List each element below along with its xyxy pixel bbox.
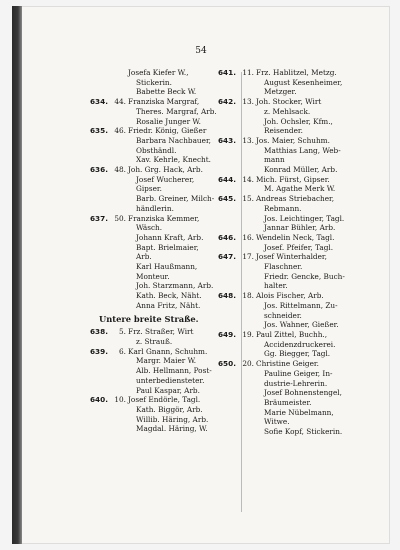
resident-line: Rebmann. bbox=[264, 203, 302, 213]
resident-line: Witwe. bbox=[264, 417, 290, 427]
directory-entry bbox=[212, 175, 388, 194]
house-number: 637. bbox=[89, 213, 108, 223]
resident-line: Accidenzdruckerei. bbox=[264, 339, 336, 349]
resident-line: Frz. Hablitzel, Metzg. bbox=[256, 68, 337, 77]
resident-line: Marie Nübelmann, bbox=[264, 407, 334, 417]
house-number: 639. bbox=[89, 346, 108, 356]
street-number: 48. bbox=[114, 165, 126, 175]
street-number: 6. bbox=[119, 346, 126, 356]
directory-entry bbox=[212, 359, 388, 437]
resident-line: Magdal. Häring, W. bbox=[136, 424, 208, 434]
book-spine bbox=[12, 6, 22, 544]
directory-entry bbox=[212, 330, 388, 359]
house-number: 636. bbox=[89, 165, 108, 175]
resident-line: Wendelin Neck, Tagl. bbox=[256, 232, 335, 242]
street-number: 19. bbox=[242, 329, 254, 339]
resident-line: Barb. Greiner, Milch- bbox=[136, 194, 215, 204]
resident-line: händlerin. bbox=[136, 203, 174, 213]
resident-line: mann bbox=[264, 155, 285, 165]
resident-line: Alb. Hellmann, Post- bbox=[136, 366, 212, 376]
resident-line: Wäsch. bbox=[136, 223, 163, 233]
resident-line: Josef Winterhalder, bbox=[256, 252, 327, 262]
resident-line: M. Agathe Merk W. bbox=[264, 184, 336, 194]
house-number: 645. bbox=[217, 194, 236, 204]
resident-line: Flaschner. bbox=[264, 262, 303, 272]
resident-line: Joh. Grg. Hack, Arb. bbox=[128, 165, 203, 175]
resident-line: Joh. Ochsler, Kfm., bbox=[264, 116, 333, 126]
resident-line: August Kesenheimer, bbox=[264, 77, 343, 87]
resident-line: halter. bbox=[264, 281, 288, 291]
directory-entry bbox=[212, 97, 388, 136]
resident-line: Rosalie Junger W. bbox=[136, 116, 201, 126]
street-number: 15. bbox=[242, 194, 254, 204]
directory-entry bbox=[212, 233, 388, 252]
street-number: 46. bbox=[114, 126, 126, 136]
resident-line: Christine Geiger. bbox=[256, 359, 319, 369]
house-number: 640. bbox=[89, 395, 108, 405]
resident-line: Babette Beck W. bbox=[136, 87, 197, 97]
resident-line: Joh. Starzmann, Arb. bbox=[136, 281, 214, 291]
resident-line: Xav. Kehrle, Knecht. bbox=[136, 155, 211, 165]
house-number: 647. bbox=[217, 252, 236, 262]
resident-line: Karl Haußmann, bbox=[136, 262, 198, 272]
resident-line: Pauline Geiger, In- bbox=[264, 368, 333, 378]
resident-line: Friedr. Gencke, Buch- bbox=[264, 271, 345, 281]
resident-line: Franziska Kemmer, bbox=[128, 213, 200, 223]
page-number: 54 bbox=[195, 46, 207, 56]
street-number: 14. bbox=[242, 174, 254, 184]
resident-line: Andreas Striebacher, bbox=[256, 194, 335, 204]
resident-line: Kath. Biggör, Arb. bbox=[136, 404, 203, 414]
directory-entry bbox=[212, 136, 388, 175]
house-number: 634. bbox=[89, 97, 108, 107]
resident-line: Josef Endörle, Tagl. bbox=[128, 395, 201, 405]
street-heading: Untere breite Straße. bbox=[99, 313, 199, 324]
street-number: 18. bbox=[242, 291, 254, 301]
resident-line: Gg. Biegger, Tagl. bbox=[264, 349, 331, 359]
house-number: 641. bbox=[217, 68, 236, 77]
resident-line: Josef Wucherer, bbox=[136, 174, 195, 184]
street-number: 13. bbox=[242, 135, 254, 145]
street-number: 13. bbox=[242, 97, 254, 107]
resident-line: Franziska Margraf, bbox=[128, 97, 200, 107]
resident-line: Jos. Rittelmann, Zu- bbox=[264, 300, 338, 310]
resident-line: Jos. Leichtinger, Tagl. bbox=[264, 213, 345, 223]
house-number: 648. bbox=[217, 291, 236, 301]
directory-entry bbox=[212, 291, 388, 330]
resident-line: Johann Kraft, Arb. bbox=[136, 232, 204, 242]
resident-line: Reisender. bbox=[264, 126, 303, 136]
resident-line: Josefa Kiefer W., bbox=[128, 68, 189, 77]
street-number: 50. bbox=[114, 213, 126, 223]
house-number: 635. bbox=[89, 126, 108, 136]
resident-line: z. Mehlsack. bbox=[264, 106, 311, 116]
street-number: 16. bbox=[242, 232, 254, 242]
resident-line: Karl Gnann, Schuhm. bbox=[128, 346, 208, 356]
resident-line: unterbediensteter. bbox=[136, 375, 205, 385]
resident-line: Gipser. bbox=[136, 184, 162, 194]
resident-line: Arb. bbox=[136, 252, 152, 262]
resident-line: Anna Fritz, Näht. bbox=[136, 300, 201, 310]
street-number: 10. bbox=[114, 395, 126, 405]
resident-line: Theres. Margraf, Arb. bbox=[136, 106, 217, 116]
resident-line: Margr. Maier W. bbox=[136, 356, 197, 366]
resident-line: Alois Fischer, Arb. bbox=[256, 291, 324, 301]
house-number: 642. bbox=[217, 97, 236, 107]
resident-line: z. Strauß. bbox=[136, 336, 173, 346]
resident-line: Stickerin. bbox=[136, 77, 172, 87]
resident-line: Josef Bohnenstengel, bbox=[264, 388, 342, 398]
resident-line: Bräumeister. bbox=[264, 397, 312, 407]
resident-line: schneider. bbox=[264, 310, 302, 320]
street-number: 17. bbox=[242, 252, 254, 262]
resident-line: dustrie-Lehrerin. bbox=[264, 378, 328, 388]
house-number: 644. bbox=[217, 174, 236, 184]
resident-line: Paul Zittel, Buchh., bbox=[256, 329, 328, 339]
resident-line: Jannar Bühler, Arb. bbox=[264, 223, 336, 233]
resident-line: Frz. Straßer, Wirt bbox=[128, 327, 194, 337]
resident-line: Konrad Müller, Arb. bbox=[264, 165, 338, 175]
resident-line: Willib. Häring, Arb. bbox=[136, 414, 209, 424]
directory-entry bbox=[212, 68, 388, 97]
street-number: 5. bbox=[119, 327, 126, 337]
resident-line: Barbara Nachbauer, bbox=[136, 135, 211, 145]
house-number: 646. bbox=[217, 232, 236, 242]
resident-line: Jos. Maier, Schuhm. bbox=[256, 135, 330, 145]
resident-line: Mich. Fürst, Gipser. bbox=[256, 174, 330, 184]
directory-entry bbox=[212, 252, 388, 291]
resident-line: Metzger. bbox=[264, 87, 297, 97]
right-column bbox=[217, 68, 388, 437]
resident-line: Joh. Stocker, Wirt bbox=[256, 97, 322, 107]
resident-line: Obsthändl. bbox=[136, 145, 177, 155]
resident-line: Jos. Wahner, Gießer. bbox=[264, 320, 339, 330]
house-number: 649. bbox=[217, 329, 236, 339]
house-number: 650. bbox=[217, 359, 236, 369]
directory-entry bbox=[212, 194, 388, 233]
resident-line: Friedr. König, Gießer bbox=[128, 126, 207, 136]
resident-line: Sofie Kopf, Stickerin. bbox=[264, 427, 343, 437]
street-number: 11. bbox=[242, 68, 254, 77]
resident-line: Josef. Pfeifer, Tagl. bbox=[264, 242, 334, 252]
resident-line: Bapt. Brielmaier, bbox=[136, 242, 199, 252]
book-page bbox=[12, 6, 390, 544]
resident-line: Matthias Lang, Web- bbox=[264, 145, 341, 155]
house-number: 643. bbox=[217, 135, 236, 145]
house-number: 638. bbox=[89, 327, 108, 337]
resident-line: Paul Kaspar, Arb. bbox=[136, 385, 200, 395]
resident-line: Kath. Beck, Näht. bbox=[136, 291, 202, 301]
resident-line: Monteur. bbox=[136, 271, 170, 281]
street-number: 20. bbox=[242, 359, 254, 369]
street-number: 44. bbox=[114, 97, 126, 107]
